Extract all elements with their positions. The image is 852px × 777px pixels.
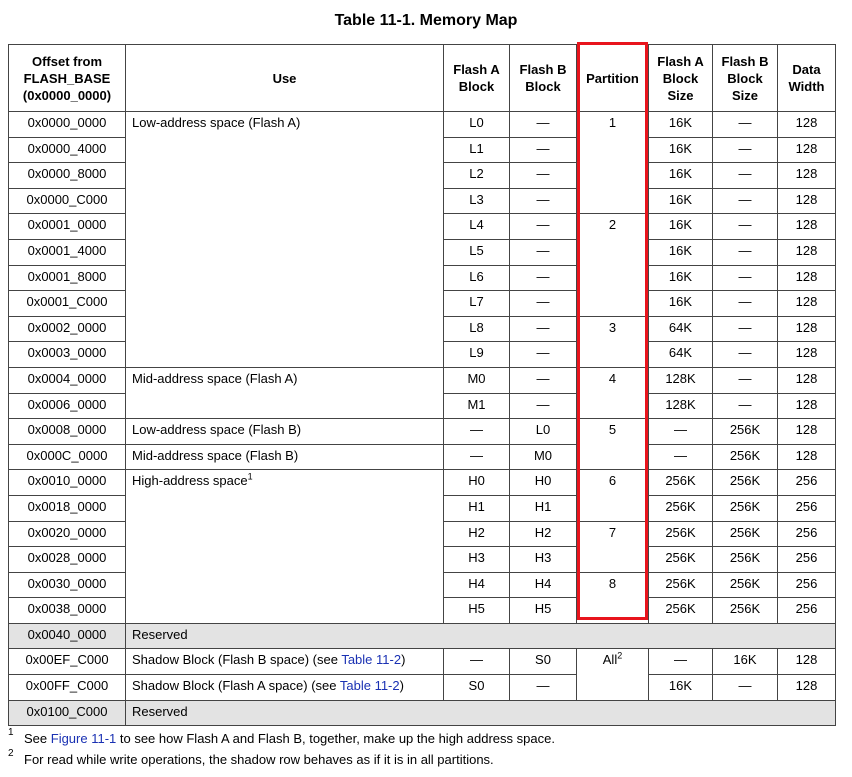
- use-cell: Low-address space (Flash A): [126, 112, 444, 368]
- table-row: 0x0018_0000 H1 H1 256K 256K 256: [9, 495, 836, 521]
- table-11-2-link[interactable]: Table 11-2: [341, 652, 402, 668]
- table-row: 0x0000_8000 L2 — 16K — 128: [9, 163, 836, 189]
- shadow-row-flash-b: 0x00EF_C000 Shadow Block (Flash B space) (see Table 11-2) — S0 All$^2$ — 16K 128: [9, 649, 836, 675]
- use-cell: High-address space$^1$: [126, 470, 444, 624]
- table-row: 0x0003_0000 L9 — 64K — 128: [9, 342, 836, 368]
- use-cell: Shadow Block (Flash B space) (see Table 11-2): [126, 649, 444, 675]
- table-row: 0x0001_8000 L6 — 16K — 128: [9, 265, 836, 291]
- table-row: 0x0010_0000 High-address space$^1$ H0 H0 6 256K 256K 256: [9, 470, 836, 496]
- partition-cell: 2: [577, 214, 649, 316]
- shadow-row-flash-a: 0x00FF_C000 Shadow Block (Flash A space) (see Table 11-2) S0 — 16K — 128: [9, 675, 836, 701]
- reserved-label: Reserved: [126, 623, 836, 649]
- table-row: 0x0001_0000 L4 — 2 16K — 128: [9, 214, 836, 240]
- figure-11-1-link[interactable]: Figure 11-1: [50, 731, 117, 746]
- table-row: 0x0001_C000 L7 — 16K — 128: [9, 291, 836, 317]
- table-title: Table 11-1. Memory Map: [334, 12, 518, 29]
- partition-cell: 6: [577, 470, 649, 521]
- table-11-2-link[interactable]: Table 11-2: [339, 678, 400, 694]
- reserved-label: Reserved: [126, 700, 836, 726]
- partition-cell: 7: [577, 521, 649, 572]
- use-cell: Mid-address space (Flash B): [126, 444, 444, 470]
- table-row: 0x0000_0000 Low-address space (Flash A) L0 — 1 16K — 128: [9, 112, 836, 138]
- header-row: [9, 45, 836, 112]
- table-row: 0x0038_0000 H5 H5 256K 256K 256: [9, 598, 836, 624]
- table-row: 0x0002_0000 L8 — 3 64K — 128: [9, 316, 836, 342]
- header-flash-b-size: Flash B Block Size: [713, 45, 778, 112]
- table-row: 0x0028_0000 H3 H3 256K 256K 256: [9, 547, 836, 573]
- header-use: Use: [126, 45, 444, 112]
- partition-cell: 1: [577, 112, 649, 214]
- use-cell: Shadow Block (Flash A space) (see Table 11-2): [126, 675, 444, 701]
- header-flash-a-block: Flash A Block: [444, 45, 510, 112]
- table-row: 0x0006_0000 M1 — 128K — 128: [9, 393, 836, 419]
- header-flash-a-size: Flash A Block Size: [649, 45, 713, 112]
- table-row: 0x0004_0000 Mid-address space (Flash A) M0 — 4 128K — 128: [9, 367, 836, 393]
- table-row: 0x0001_4000 L5 — 16K — 128: [9, 239, 836, 265]
- footnote-ref: 1: [247, 471, 253, 482]
- table-row: 0x0020_0000 H2 H2 7 256K 256K 256: [9, 521, 836, 547]
- memory-map-table: [8, 44, 836, 726]
- table-row: 0x0000_C000 L3 — 16K — 128: [9, 188, 836, 214]
- header-data-width: Data Width: [778, 45, 836, 112]
- header-flash-b-block: Flash B Block: [510, 45, 577, 112]
- partition-cell: All$^2$: [577, 649, 649, 700]
- table-row: 0x000C_0000 Mid-address space (Flash B) — M0 — 256K 128: [9, 444, 836, 470]
- partition-cell: 5: [577, 419, 649, 470]
- partition-cell: 3: [577, 316, 649, 367]
- table-row: 0x0008_0000 Low-address space (Flash B) — L0 5 — 256K 128: [9, 419, 836, 445]
- use-cell: Low-address space (Flash B): [126, 419, 444, 445]
- header-offset: Offset from FLASH_BASE (0x0000_0000): [9, 45, 126, 112]
- footnote-ref: 2: [617, 651, 623, 662]
- partition-cell: 8: [577, 572, 649, 623]
- reserved-row: 0x0040_0000 Reserved: [9, 623, 836, 649]
- use-cell: Mid-address space (Flash A): [126, 367, 444, 418]
- table-row: 0x0030_0000 H4 H4 8 256K 256K 256: [9, 572, 836, 598]
- header-partition: Partition: [577, 45, 649, 112]
- table-row: 0x0000_4000 L1 — 16K — 128: [9, 137, 836, 163]
- partition-cell: 4: [577, 367, 649, 418]
- reserved-row: 0x0100_C000 Reserved: [9, 700, 836, 726]
